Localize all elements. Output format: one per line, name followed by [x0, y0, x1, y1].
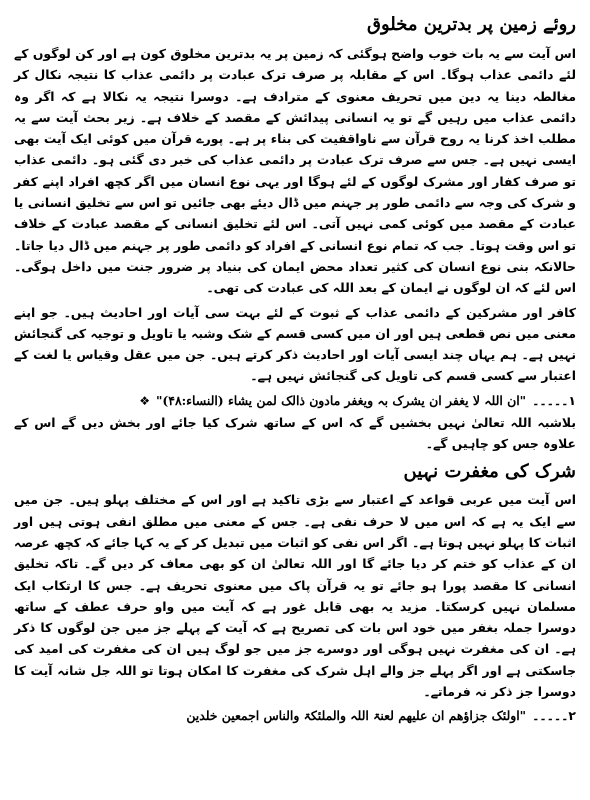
reference-number-2: ۲۔۔۔۔۔ — [532, 708, 576, 724]
document-page — [14, 10, 576, 792]
reference-number: ۱۔۔۔۔۔ — [532, 392, 576, 408]
reference-1 — [14, 390, 576, 412]
verse-translation: بلاشبہ اللہ تعالیٰ نہیں بخشیں گے کہ اس کے ساتھ شرک کیا جائے اور بخش دیں گے اس کے علاوہ جس کو چاہیں گے۔ — [14, 414, 576, 452]
paragraph-1: اس آیت سے یہ بات خوب واضح ہوگئی کہ زمین پر یہ بدترین مخلوق کون ہے اور کن لوگوں کے لئے دائمی عذاب ہوگا۔ اس کے مقابلہ پر صرف ترک عبادت پر دائمی عذاب کا نتیجہ نکال کر مغالطہ دینا یہ دین میں تحریف معنوی کے مترادف ہے۔ دوسرا نتیجہ یہ نکالا ہے کہ اگر وہ دائمی عذاب میں رہیں گے تو یہ انسانی پیدائش کے مقصد کے خلاف ہے۔ زیر بحث آیت سے یہ مطلب اخذ کرنا یہ روح قرآن سے ناواقفیت کی بناء پر ہے۔ پورے قرآن میں کوئی ایک آیت بھی ایسی نہیں ہے۔ جس سے صرف ترک عبادت پر دائمی عذاب کی خبر دی گئی ہو۔ دائمی عذاب تو صرف کفار اور مشرک لوگوں کے لئے ہوگا اور یہی نوع انسان میں اگر کچھ افراد اپنے کفر و شرک کی وجہ سے دائمی طور پر جہنم میں ڈال دیئے بھی جائیں تو اس سے تخلیق انسانی یا عبادت کے مقصد میں کوئی کمی نہیں آتی۔ اس لئے تخلیق انسانی کے مقصد عبادت کے خلاف تو اس وقت ہوتا۔ جب کہ تمام نوع انسانی کے افراد کو دائمی طور پر جہنم میں ڈال دیا جاتا۔ حالانکہ بنی نوع انسان کی کثیر تعداد محض ایمان کی بنیاد پر ضرور جنت میں داخل ہوگی۔ اس لئے کہ ان لوگوں نے ایمان کے بعد اللہ کی عبادت کی تھی۔ — [14, 46, 576, 296]
section-heading-2: شرک کی مغفرت نہیں — [403, 461, 576, 483]
reference-2 — [14, 705, 576, 726]
paragraph-2: کافر اور مشرکین کے دائمی عذاب کے ثبوت کے لئے بہت سی آیات اور احادیث ہیں۔ جو اپنے معنی میں نص قطعی ہیں اور ان میں کسی قسم کے شک وشبہ یا تاویل و توجیہ کی گنجائش نہیں ہے۔ ہم یہاں چند ایسی آیات اور احادیث ذکر کرتے ہیں۔ جن میں عقل وقیاس یا لغت کے اعتبار سے کسی قسم کی تاویل کی گنجائش نہیں ہے۔ — [14, 304, 576, 384]
quranic-verse-2: "اولئک جزاؤھم ان علیھم لعنۃ اللہ والملئکۃ والناس اجمعین خلدین — [186, 708, 527, 724]
verse-ornament-icon: ❖ — [139, 393, 150, 408]
paragraph-3: اس آیت میں عربی قواعد کے اعتبار سے بڑی تاکید ہے اور اس کے مختلف پہلو ہیں۔ جن میں سے ایک یہ ہے کہ اس میں لا حرف نفی ہے۔ جس کے معنی میں مطلق انفی ہوتی ہیں اور اثبات کا پہلو نہیں ہوتا ہے۔ اگر اس نفی کو اثبات میں تبدیل کر کے یہ کہا جائے کہ کچھ عرصہ ان کے عذاب کو ختم کر دیا جائے گا اور اللہ تعالیٰ ان کو بھی معاف کر دیں گے۔ تاکہ تخلیق انسانی کا مقصد پورا ہو جائے تو یہ قرآن پاک میں معنوی تحریف ہے۔ جس کا ارتکاب ایک مسلمان نہیں کرسکتا۔ مزید یہ بھی قابل غور ہے کہ آیت میں واو حرف عطف کے ساتھ دوسرا جملہ بغفر میں خود اس بات کی تصریح ہے کہ آیت کے پہلے جز میں جن لوگوں کا ذکر ہے۔ ان کی مغفرت نہیں ہوگی اور دوسرے جز میں جو لوگ ہیں ان کی مغفرت کی امید کی جاسکتی ہے اور اگر پہلے جز والے اہل شرک کی مغفرت کا امکان ہوتا تو اللہ جل شانہ آیت کا دوسرا جز ذکر نہ فرماتے۔ — [14, 492, 576, 700]
quranic-verse: "ان اللہ لا یغفر ان یشرک بہ ویغفر مادون ذالک لمن یشاء (النساء:۴۸)" — [155, 392, 527, 408]
section-heading: روئے زمین پر بدترین مخلوق — [366, 14, 576, 35]
